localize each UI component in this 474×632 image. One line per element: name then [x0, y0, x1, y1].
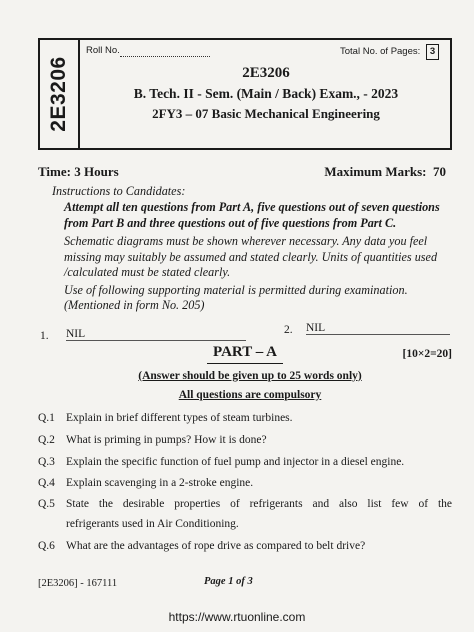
material-2-num: 2.: [284, 324, 293, 336]
instruction-form: (Mentioned in form No. 205): [64, 298, 205, 312]
question-text: Explain scavenging in a 2-stroke engine.: [66, 477, 254, 489]
part-a-compulsory: All questions are compulsory: [178, 389, 322, 401]
question-num: Q.1: [38, 412, 55, 424]
question-text: State the desirable properties of refrigerants and also list few of the: [66, 498, 452, 510]
question-text-continued: refrigerants used in Air Conditioning.: [66, 518, 239, 530]
question-num: Q.6: [38, 540, 55, 552]
roll-no-field[interactable]: [120, 56, 210, 57]
question-text: Explain in brief different types of steam turbines.: [66, 412, 293, 424]
material-1-text: NIL: [66, 328, 246, 341]
part-a-title: PART – A: [213, 344, 277, 360]
material-2-text: NIL: [306, 322, 450, 335]
question-num: Q.4: [38, 477, 55, 489]
max-marks: Maximum Marks: 70: [324, 164, 446, 179]
instruction-schematic: Schematic diagrams must be shown wherever necessary. Any data you feel missing may suitably be assumed and stated clearly. Units of quantities used /calculated must be stated clearly.: [64, 234, 438, 279]
time-label: Time: 3 Hours: [38, 164, 119, 179]
footer-url[interactable]: https://www.rtuonline.com: [168, 610, 306, 624]
subject-title: 2FY3 – 07 Basic Mechanical Engineering: [152, 106, 380, 121]
question-num: Q.2: [38, 434, 55, 446]
paper-code: 2E3206: [242, 65, 290, 81]
footer-paper-code: [2E3206] - 167111: [38, 578, 118, 589]
question-text: What are the advantages of rope drive as compared to belt drive?: [66, 540, 366, 552]
part-a-note: (Answer should be given up to 25 words only): [138, 370, 362, 382]
footer-page-number: Page 1 of 3: [204, 576, 253, 587]
total-pages-label: Total No. of Pages:: [340, 46, 421, 57]
instruction-material: Use of following supporting material is permitted during examination.: [64, 283, 408, 297]
question-text: Explain the specific function of fuel pump and injector in a diesel engine.: [66, 456, 405, 468]
material-1-num: 1.: [40, 330, 49, 342]
instruction-attempt: Attempt all ten questions from Part A, five questions out of seven questions from Part B and three questions out of five questions from Part C.: [64, 200, 440, 230]
roll-no-label: Roll No.: [86, 45, 120, 56]
question-text: What is priming in pumps? How it is done?: [66, 434, 267, 446]
question-num: Q.5: [38, 498, 55, 510]
question-num: Q.3: [38, 456, 55, 468]
exam-title: B. Tech. II - Sem. (Main / Back) Exam., - 2023: [133, 86, 399, 101]
part-a-underline: [207, 363, 283, 364]
total-pages-value: 3: [426, 44, 439, 60]
total-pages: [340, 44, 439, 60]
vertical-paper-code: 2E3206: [47, 56, 70, 132]
instructions-heading: Instructions to Candidates:: [52, 184, 186, 198]
part-a-marks: [10×2=20]: [402, 348, 452, 360]
